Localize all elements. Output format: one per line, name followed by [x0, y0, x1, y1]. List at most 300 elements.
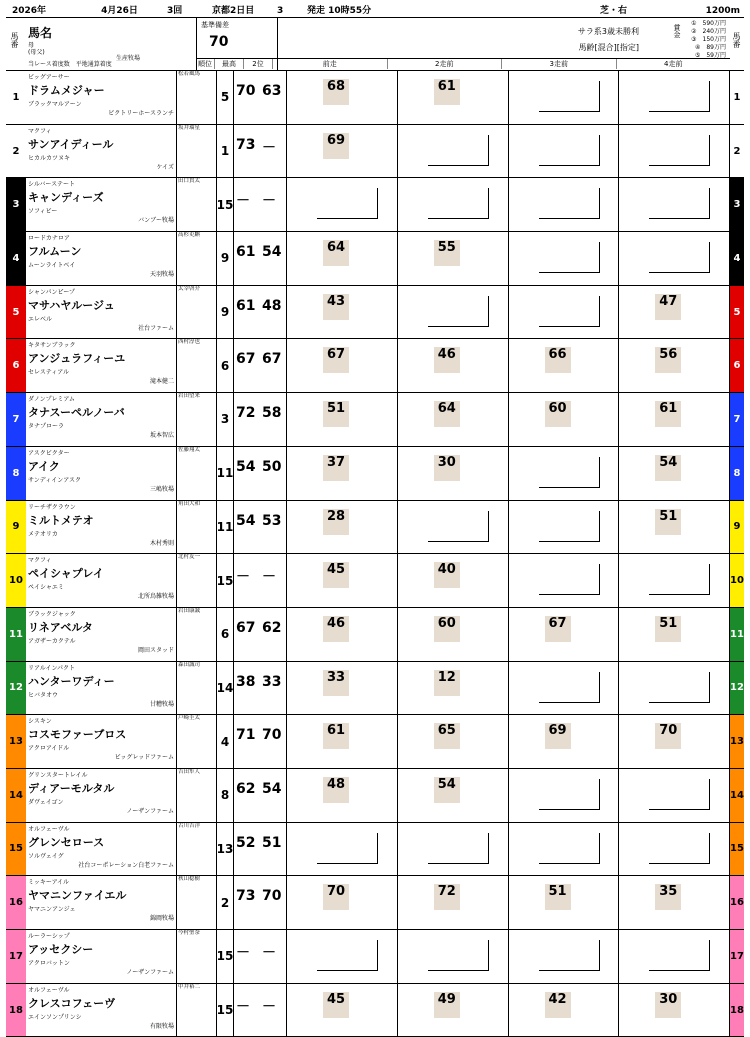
rank: 15: [217, 930, 234, 983]
race-cell-1: [287, 608, 398, 661]
gate-number-right: 13: [730, 715, 744, 768]
breeder-name: 坂本智広: [149, 432, 174, 440]
jockey-name: 佐藤翔太: [178, 446, 201, 453]
header-year: 2026年: [12, 6, 47, 16]
race-cell-2: [398, 823, 509, 876]
horse-name[interactable]: リネアベルタ: [28, 620, 93, 634]
race-score: 61: [437, 79, 456, 94]
horse-name[interactable]: ミルトメテオ: [28, 513, 94, 527]
gate-number-right: 11: [730, 608, 744, 661]
race-score: 45: [327, 991, 346, 1007]
breeder-name: ビッグレッドファーム: [114, 754, 174, 762]
gate-number: 9: [6, 501, 26, 554]
horse-name[interactable]: マサハヤルージュ: [28, 298, 115, 312]
gate-number: 13: [6, 715, 26, 768]
race-cell-4: [619, 178, 730, 231]
horse-info: [26, 769, 177, 822]
dam-name: ヒカルカツヌキ: [28, 154, 70, 162]
rank: 15: [217, 984, 234, 1037]
prize-4: ④ 89万円: [694, 44, 726, 51]
gate-number-right: 7: [730, 393, 744, 446]
horse-name[interactable]: グレンセロース: [28, 835, 105, 849]
past-races: [287, 71, 730, 124]
race-cell-2: [398, 447, 509, 500]
best-score: 54: [236, 512, 256, 529]
col-2-races-ago: 2走前: [388, 59, 503, 69]
horse-name[interactable]: アンジュラフィーユ: [28, 352, 126, 366]
race-cell-1: [287, 339, 398, 392]
empty-box: [428, 135, 489, 166]
header-surface: 芝・右: [599, 6, 627, 16]
dam-name: ブラックマルアーン: [28, 101, 82, 108]
dam-name: エインソンプリンシ: [28, 1013, 82, 1021]
race-cell-3: [509, 930, 620, 983]
race-cell-3: [509, 984, 620, 1037]
past-races: [287, 662, 730, 715]
horse-info: [26, 501, 177, 554]
race-cell-3: [509, 286, 620, 339]
gate-number: 6: [6, 339, 26, 392]
race-score: 64: [437, 401, 456, 417]
jockey-info: [177, 984, 217, 1037]
race-score: 12: [437, 669, 456, 685]
horse-info: [26, 930, 177, 983]
horse-row: [6, 71, 744, 125]
race-cell-4: [619, 125, 730, 178]
column-header: [6, 18, 744, 71]
race-cell-2: [398, 608, 509, 661]
horse-label: 馬名: [28, 26, 53, 40]
points: [234, 823, 287, 876]
jockey-name: 北村友一: [178, 554, 201, 561]
past-races: [287, 876, 730, 929]
dam-name: サンディインアスク: [28, 476, 81, 484]
horse-name[interactable]: コスモファーブロス: [28, 728, 127, 742]
past-races: [287, 339, 730, 392]
second-score: 33: [262, 673, 282, 690]
past-races: [287, 823, 730, 876]
dam-name: ソフィビー: [28, 208, 58, 216]
horse-row: [6, 501, 744, 555]
jockey-info: [177, 286, 217, 339]
jockey-name: 古川吉洋: [178, 822, 201, 829]
jockey-name: 森田誠司: [178, 661, 201, 668]
race-score: 54: [659, 454, 678, 470]
points: [234, 930, 287, 983]
race-score: 33: [327, 669, 346, 685]
header-date: 4月26日: [101, 6, 138, 16]
sire-name: ブラックジャック: [28, 610, 76, 618]
rank: 13: [217, 823, 234, 876]
jockey-name: 西村淳也: [178, 339, 201, 346]
past-races: [287, 232, 730, 285]
race-score: 56: [659, 347, 678, 363]
breeder-name: 滝本健二: [149, 378, 174, 386]
race-cell-3: [509, 501, 620, 554]
race-score: 30: [659, 991, 678, 1007]
rank: 2: [217, 876, 234, 929]
race-score: 67: [327, 347, 346, 363]
horse-name[interactable]: アッセクシー: [28, 943, 94, 956]
race-cell-4: [619, 984, 730, 1037]
race-score: 42: [548, 991, 567, 1007]
jockey-name: 高杉吏麒: [178, 232, 201, 239]
second-score: －: [262, 945, 276, 961]
col-second: 2位: [244, 59, 273, 69]
uma-label: 馬番: [10, 32, 19, 48]
horse-column-header: [6, 18, 197, 70]
past-races: [287, 501, 730, 554]
sire-name: グリンスタートレイル: [28, 771, 88, 779]
jockey-name: 太宰啓介: [178, 285, 201, 292]
race-cell-1: [287, 930, 398, 983]
race-cell-2: [398, 930, 509, 983]
empty-box: [539, 564, 600, 595]
best-score: 73: [236, 136, 256, 153]
race-cell-3: [509, 662, 620, 715]
race-cell-2: [398, 71, 509, 124]
horse-row: [6, 447, 744, 501]
horse-info: [26, 339, 177, 392]
header-round: 3回: [167, 6, 183, 16]
horse-info: [26, 232, 177, 285]
race-cell-3: [509, 447, 620, 500]
horse-info: [26, 662, 177, 715]
empty-box: [428, 511, 489, 542]
jockey-name: 戸崎圭太: [178, 715, 201, 722]
race-score: 51: [659, 615, 678, 631]
race-condition: 馬齢[混合][指定]: [578, 43, 639, 52]
past-races: [287, 715, 730, 768]
dam-name: ヤマニンアンジェ: [28, 906, 76, 914]
empty-box: [428, 940, 489, 971]
horse-name[interactable]: タナスーペルノーバ: [28, 406, 125, 420]
empty-box: [317, 940, 378, 971]
horse-name[interactable]: ペイシャプレイ: [28, 567, 104, 581]
best-score: 38: [236, 673, 256, 690]
rank: 6: [217, 339, 234, 392]
prize-3: ③ 150万円: [691, 36, 726, 43]
empty-box: [317, 833, 378, 864]
empty-box: [539, 833, 600, 864]
race-cell-2: [398, 715, 509, 768]
second-score: 54: [262, 780, 282, 797]
empty-box: [539, 511, 600, 542]
empty-box: [428, 833, 489, 864]
rank: 5: [217, 71, 234, 124]
race-score: 70: [327, 884, 346, 900]
past-races: [287, 554, 730, 607]
race-score: 51: [659, 508, 678, 524]
best-score: 70: [236, 83, 256, 99]
points: [234, 286, 287, 339]
horse-row: [6, 715, 744, 769]
breeder-name: 天羽牧場: [149, 271, 174, 279]
rank: 6: [217, 608, 234, 661]
race-cell-1: [287, 876, 398, 929]
second-score: 70: [262, 888, 282, 905]
empty-box: [428, 188, 489, 219]
horse-row: [6, 930, 744, 984]
empty-box: [539, 81, 600, 112]
gate-number-right: 17: [730, 930, 744, 983]
horse-name[interactable]: ハンターワディー: [28, 674, 115, 688]
jockey-info: [177, 608, 217, 661]
dam-name: ヒバタオウ: [28, 691, 59, 699]
jockey-info: [177, 501, 217, 554]
sire-name: ダノンプレミアム: [28, 396, 75, 404]
race-cell-3: [509, 769, 620, 822]
race-cell-4: [619, 608, 730, 661]
prize-5: ⑤ 59万円: [694, 52, 726, 59]
horse-info: [26, 876, 177, 929]
race-score: 67: [548, 615, 567, 631]
prize-1: ① 590万円: [691, 20, 726, 27]
dam-name: ムーンライトベイ: [28, 262, 76, 270]
gate-number: 7: [6, 393, 26, 446]
col-rank: 順位: [196, 59, 215, 69]
empty-box: [649, 564, 710, 595]
race-cell-3: [509, 554, 620, 607]
race-cell-3: [509, 339, 620, 392]
gate-number-right: 14: [730, 769, 744, 822]
breeder-name: バンブー牧場: [138, 217, 174, 225]
best-score: 67: [236, 619, 256, 636]
points: [234, 608, 287, 661]
best-score: 61: [236, 244, 256, 261]
empty-box: [539, 672, 600, 703]
race-cell-4: [619, 447, 730, 500]
points: [234, 876, 287, 929]
race-score: 61: [327, 723, 346, 739]
sire-name: マクフィ: [28, 557, 52, 565]
points: [234, 339, 287, 392]
gate-number: 11: [6, 608, 26, 661]
race-cell-3: [509, 232, 620, 285]
points: [234, 984, 287, 1037]
points: [234, 769, 287, 822]
past-races: [287, 608, 730, 661]
empty-box: [649, 940, 710, 971]
race-cell-1: [287, 662, 398, 715]
past-races: [287, 984, 730, 1037]
breeder-name: 錦岡牧場: [149, 915, 174, 923]
horse-name[interactable]: アイク: [28, 459, 60, 473]
breeder-name: 北所鳥雑牧場: [137, 593, 174, 601]
best-score: －: [236, 569, 250, 586]
second-score: 54: [262, 244, 282, 261]
second-score: －: [262, 193, 276, 210]
empty-box: [649, 779, 710, 810]
prize-list: [691, 20, 726, 60]
race-cell-1: [287, 447, 398, 500]
past-races: [287, 178, 730, 231]
sire-name: シャンパンピープ: [28, 288, 75, 296]
race-cell-2: [398, 125, 509, 178]
horse-info: [26, 608, 177, 661]
breeder-name: 甘糟牧場: [149, 700, 174, 708]
jockey-name: 今村聖奈: [178, 930, 201, 936]
race-score: 30: [437, 454, 456, 470]
sire-name: オルフェーヴル: [28, 825, 70, 833]
sire-name: リアルインパクト: [28, 664, 76, 672]
race-score: 60: [437, 615, 456, 631]
horse-name[interactable]: ディアーモルタル: [28, 781, 115, 795]
col-3-races-ago: 3走前: [502, 59, 617, 69]
race-cell-4: [619, 715, 730, 768]
jockey-name: 岩田望来: [178, 393, 201, 400]
rank: 8: [217, 769, 234, 822]
horse-row: [6, 554, 744, 608]
breeder-name: 社台ファーム: [138, 324, 174, 332]
breeder-label: 生産牧場: [116, 55, 141, 62]
second-score: 53: [262, 512, 282, 529]
race-score: 48: [327, 776, 346, 792]
dam-name: メテオリカ: [28, 530, 58, 538]
second-score: －: [262, 139, 276, 156]
race-cell-1: [287, 393, 398, 446]
jockey-info: [177, 769, 217, 822]
points: [234, 393, 287, 446]
jockey-info: [177, 715, 217, 768]
race-cell-4: [619, 339, 730, 392]
race-cell-1: [287, 554, 398, 607]
prize-2: ② 240万円: [691, 28, 726, 35]
race-cell-4: [619, 232, 730, 285]
dam-name: エレベル: [28, 315, 53, 323]
second-score: 67: [262, 351, 282, 368]
empty-box: [539, 457, 600, 488]
horse-name[interactable]: フルムーン: [28, 245, 82, 259]
race-score: 45: [327, 562, 346, 578]
race-cell-3: [509, 178, 620, 231]
breeder-name: 木村秀則: [149, 539, 174, 547]
horse-row: [6, 608, 744, 662]
points: [234, 554, 287, 607]
empty-box: [649, 833, 710, 864]
horse-info: [26, 286, 177, 339]
sire-name: ロードカナロア: [28, 235, 70, 243]
race-cell-4: [619, 662, 730, 715]
best-score: 61: [236, 297, 256, 314]
sire-name: アスクビクター: [28, 449, 70, 457]
second-score: 50: [262, 458, 282, 475]
damsire-label: (母父): [28, 49, 45, 56]
best-score: 73: [236, 888, 256, 905]
breeder-name: 三嶋牧場: [149, 485, 174, 493]
race-score: 51: [548, 884, 567, 900]
race-score: 46: [437, 347, 456, 363]
gate-number-right: 8: [730, 447, 744, 500]
record-label: 当レース着度数 平地通算着度: [28, 61, 112, 68]
prize-label: 賞金: [673, 24, 681, 38]
sire-name: シルバーステート: [28, 181, 76, 189]
best-score: 62: [236, 780, 256, 797]
jockey-name: 中井裕二: [178, 983, 201, 990]
race-cell-2: [398, 769, 509, 822]
empty-box: [317, 188, 378, 219]
horse-name[interactable]: クレスコフェーヴ: [28, 996, 116, 1010]
race-cell-3: [509, 393, 620, 446]
race-cell-1: [287, 715, 398, 768]
horse-info: [26, 71, 177, 124]
empty-box: [649, 135, 710, 166]
jockey-info: [177, 876, 217, 929]
jockey-info: [177, 447, 217, 500]
gate-number: 2: [6, 125, 26, 178]
col-4-races-ago: 4走前: [664, 60, 683, 68]
horse-info: [26, 125, 177, 178]
dam-name: アクロアイドル: [28, 745, 70, 753]
rank: 11: [217, 501, 234, 554]
jockey-info: [177, 554, 217, 607]
past-races: [287, 769, 730, 822]
gate-number: 15: [6, 823, 26, 876]
breeder-name: 社台コーポレーション白老ファーム: [78, 861, 174, 869]
race-cell-2: [398, 554, 509, 607]
empty-box: [539, 296, 600, 327]
gate-number-right: 15: [730, 823, 744, 876]
best-score: 71: [236, 727, 256, 744]
horse-info: [26, 393, 177, 446]
race-cell-1: [287, 286, 398, 339]
horse-name[interactable]: サンアイディール: [28, 137, 114, 151]
race-score: 37: [327, 454, 346, 470]
horse-rows: [6, 71, 744, 1037]
race-header: [6, 5, 744, 18]
best-score: －: [236, 945, 250, 961]
race-score: 68: [327, 79, 346, 94]
second-score: －: [262, 569, 276, 586]
rank: 11: [217, 447, 234, 500]
race-cell-3: [509, 715, 620, 768]
horse-name[interactable]: キャンディーズ: [28, 191, 104, 205]
breeder-name: ビクトリーホースランチ: [108, 110, 174, 117]
gate-number: 14: [6, 769, 26, 822]
race-cell-3: [509, 71, 620, 124]
points: [234, 125, 287, 178]
jockey-name: 田口貫太: [178, 178, 201, 185]
gate-number: 8: [6, 447, 26, 500]
empty-box: [649, 242, 710, 273]
gate-number: 17: [6, 930, 26, 983]
race-cell-3: [509, 823, 620, 876]
breeder-name: 有限牧場: [149, 1022, 174, 1030]
base-label: 基準備差: [201, 21, 229, 29]
gate-number-right: 5: [730, 286, 744, 339]
rank: 9: [217, 232, 234, 285]
race-name: サラ系3歳未勝利: [577, 27, 639, 36]
points: [234, 232, 287, 285]
horse-info: [26, 984, 177, 1037]
horse-name[interactable]: ドラムメジャー: [28, 84, 105, 97]
race-score: 66: [548, 347, 567, 363]
sire-name: リーチザクラウン: [28, 503, 76, 511]
gate-number-right: 4: [730, 232, 744, 285]
second-score: 58: [262, 405, 282, 422]
sire-name: シスキン: [28, 718, 52, 726]
best-score: 54: [236, 458, 256, 475]
horse-name[interactable]: ヤマニンファイエル: [28, 889, 127, 903]
points: [234, 662, 287, 715]
gate-number: 4: [6, 232, 26, 285]
best-score: 72: [236, 405, 256, 422]
empty-box: [539, 188, 600, 219]
sire-name: ビッグアーサー: [28, 74, 70, 81]
race-score: 60: [548, 401, 567, 417]
best-score: －: [236, 193, 250, 210]
race-score: 54: [437, 776, 456, 792]
